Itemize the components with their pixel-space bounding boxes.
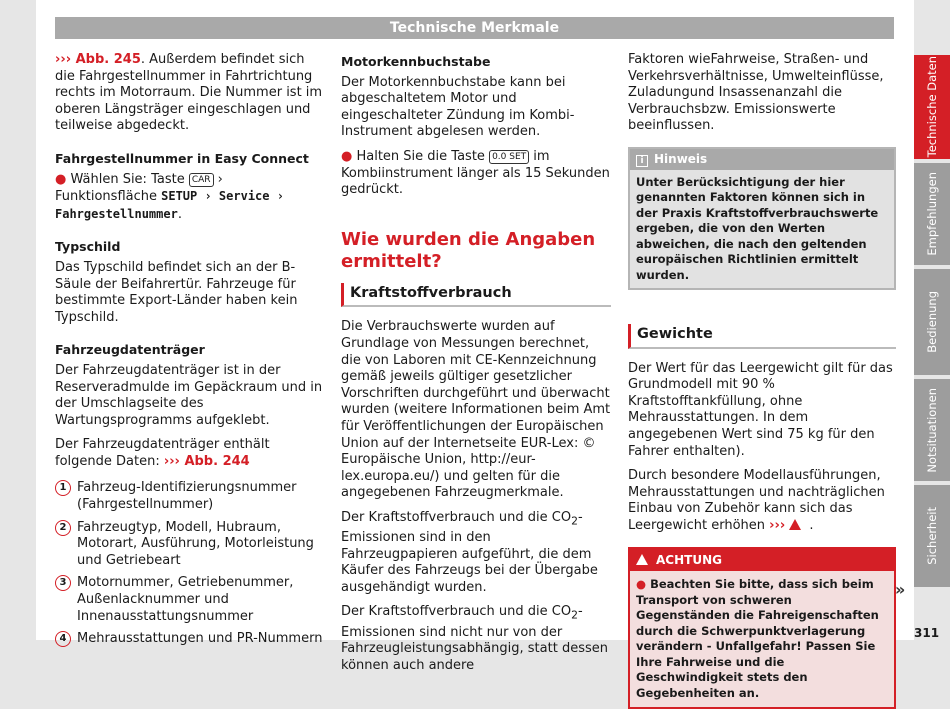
weights-para-2: Durch besondere Modellausführungen, Mehrausstattungen und nachträglichen Einbau von Zubehör kann sich das Leergewicht erhöhen ››› . <box>628 468 885 533</box>
warning-text: ● Beachten Sie bitte, dass sich beim Transport von schweren Gegenständen die Fahreigenschaften durch die Schwerpunktverlagerung verändern - Unfallgefahr! Passen Sie Ihre Fahrweise und die Geschwindigkeit stets den Gegebenheiten an. <box>630 571 894 707</box>
datentraeger-text-2: Der Fahrzeugdatenträger enthält folgende Daten: ››› Abb. 244 <box>55 437 270 469</box>
easy-connect-heading: Fahrgestellnummer in Easy Connect <box>55 150 309 166</box>
list-item: 3 Motornummer, Getriebenummer, Außenlacknummer und Innenausstattungsnummer <box>55 575 325 625</box>
bullet-icon: ● <box>636 577 647 592</box>
intro-paragraph: ››› Abb. 245. Außerdem befindet sich die Fahrgestellnummer in Fahrtrichtung rechts im Motorraum. Die Nummer ist im oberen Längsträger eingeschlagen und teilweise abgedeckt. <box>55 52 323 134</box>
reset-key-icon: 0.0 SET <box>489 150 529 164</box>
motor-step: ● Halten Sie die Taste 0.0 SET im Kombiinstrument länger als 15 Sekunden gedrückt. <box>341 148 610 198</box>
number-badge: 2 <box>55 520 71 536</box>
hint-text: Unter Berücksichtigung der hier genannten Faktoren können sich in der Praxis Kraftstoffverbrauchswerte ergeben, die von den Werten abweichen, die nach den geltenden europäischen Richtlinien ermittelt wurden. <box>630 170 894 289</box>
typschild-text: Das Typschild befindet sich an der B-Säule der Beifahrertür. Fahrzeuge für bestimmte Export-Länder haben kein Typschild. <box>55 259 298 325</box>
hint-box <box>628 147 896 290</box>
typschild-heading: Typschild <box>55 239 121 255</box>
weights-para-1: Der Wert für das Leergewicht gilt für das Grundmodell mit 90 % Kraftstofftankfüllung, ohne Mehrausstattungen. In dem angegebenen Wert sind 75 kg für den Fahrer enthalten). <box>628 360 893 459</box>
column-2 <box>341 52 611 682</box>
section-header: Technische Merkmale <box>55 17 894 39</box>
chapter-tabs <box>914 55 950 591</box>
number-badge: 4 <box>55 631 71 647</box>
motor-heading: Motorkennbuchstabe <box>341 54 491 69</box>
tab-technische-daten[interactable]: Technische Daten <box>914 55 950 159</box>
warning-triangle-icon <box>789 519 801 530</box>
figure-ref-244[interactable]: ››› Abb. 244 <box>163 453 250 469</box>
data-items-list <box>55 480 325 647</box>
continue-marker: » <box>895 580 906 599</box>
subsection-title: Kraftstoffverbrauch <box>341 283 611 308</box>
number-badge: 1 <box>55 480 71 496</box>
list-item: 2 Fahrzeugtyp, Modell, Hubraum, Motorart, Ausführung, Motorleistung und Getriebeart <box>55 520 325 570</box>
motor-text: Der Motorkennbuchstabe kann bei abgeschaltetem Motor und eingeschalteter Zündung im Kombi-Instrument abgelesen werden. <box>341 74 575 140</box>
tab-notsituationen[interactable]: Notsituationen <box>914 379 950 481</box>
warning-header: ACHTUNG <box>630 549 894 572</box>
column-3 <box>628 52 896 709</box>
list-item: 4 Mehrausstattungen und PR-Nummern <box>55 631 325 648</box>
warning-ref[interactable]: ››› <box>769 518 786 533</box>
page-number: 311 <box>914 626 940 640</box>
menu-path: SETUP › Service › Fahrgestellnummer <box>55 189 284 221</box>
tab-sicherheit[interactable]: Sicherheit <box>914 485 950 587</box>
warning-box <box>628 547 896 709</box>
number-badge: 3 <box>55 575 71 591</box>
weights-heading: Gewichte <box>628 324 896 349</box>
continued-text: Faktoren wieFahrweise, Straßen- und Verkehrsverhältnisse, Umweltеinflüsse, Zuladungund Insassenanzahl die Verbrauchsbzw. Emissionswerte beeinflussen. <box>628 52 884 134</box>
warning-icon <box>636 554 648 565</box>
list-item: 1 Fahrzeug-Identifizierungsnummer (Fahrgestellnummer) <box>55 480 325 513</box>
easy-connect-step: ● Wählen Sie: Taste CAR › Funktionsfläche SETUP › Service › Fahrgestellnummer. <box>55 171 284 222</box>
bullet-icon: ● <box>55 171 67 187</box>
car-key-icon: CAR <box>189 173 214 187</box>
datentraeger-heading: Fahrzeugdatenträger <box>55 342 205 358</box>
column-1 <box>55 52 325 654</box>
info-icon: i <box>636 155 648 167</box>
consumption-para-1: Die Verbrauchswerte wurden auf Grundlage von Messungen berechnet, die von Laboren mit CE-Kennzeichnung gemäß jeweils gültiger gesetzlicher Vorschriften durchgeführt und überwacht wurden (weitere Informationen beim Amt für Veröffentlichungen der Europäischen Union auf der Internetseite EUR-Lex: © Europäische Union, http://eur-lex.europa.eu/) und gelten für die angegebenen Fahrzeugmerkmale. <box>341 319 611 501</box>
section-title: Wie wurden die Angaben ermittelt? <box>341 228 596 272</box>
tab-bedienung[interactable]: Bedienung <box>914 269 950 375</box>
datentraeger-text: Der Fahrzeugdatenträger ist in der Reserveradmulde im Gepäckraum und in der Umschlagseite des Wartungsprogramms aufgeklebt. <box>55 362 323 428</box>
tab-empfehlungen[interactable]: Empfehlungen <box>914 163 950 265</box>
consumption-para-3: Der Kraftstoffverbrauch und die $CO_2$-Emissionen sind nicht nur von der Fahrzeugleistungsabhängig, statt dessen können auch andere <box>341 604 608 673</box>
consumption-para-2: Der Kraftstoffverbrauch und die $CO_2$-Emissionen sind in den Fahrzeugpapieren aufgeführt, die dem Käufer des Fahrzeugs bei der Übergabe ausgehändigt wurden. <box>341 509 598 595</box>
hint-header: i Hinweis <box>630 149 894 170</box>
figure-ref-245[interactable]: ››› Abb. 245 <box>55 52 141 67</box>
bullet-icon: ● <box>341 148 353 164</box>
